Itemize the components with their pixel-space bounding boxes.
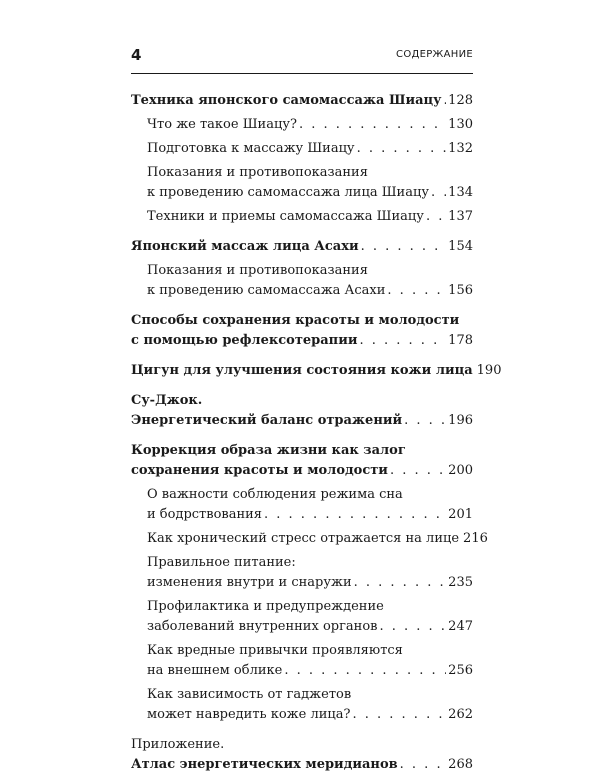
dot-leader xyxy=(357,139,447,159)
toc-page-number: 256 xyxy=(448,663,473,678)
toc-page-number: 190 xyxy=(476,363,502,378)
toc-entry xyxy=(131,391,473,431)
header-rule xyxy=(131,73,473,74)
toc-entry-line xyxy=(147,115,473,135)
toc-entry-line xyxy=(131,391,473,411)
toc-entry-title: к проведению самомассажа Асахи xyxy=(147,283,386,298)
toc-page-number: 200 xyxy=(448,463,473,478)
toc-entry-title: Правильное питание: xyxy=(147,555,296,570)
toc-page-number: 262 xyxy=(448,707,473,722)
toc-entry-title: Показания и противопоказания xyxy=(147,263,368,278)
toc-page-number: 201 xyxy=(448,507,473,522)
toc-entry-line xyxy=(131,735,473,755)
toc-entry-line xyxy=(147,139,473,159)
toc-entry-line xyxy=(147,685,473,705)
toc-page-number: 178 xyxy=(448,333,473,348)
toc-entry-line xyxy=(147,641,473,661)
toc-entry-line xyxy=(147,505,473,525)
toc-entry-title: Как вредные привычки проявляются xyxy=(147,643,403,658)
toc-page-number: 134 xyxy=(448,185,473,200)
toc-entry-title: к проведению самомассажа лица Шиацу xyxy=(147,185,429,200)
toc-entry xyxy=(131,685,473,725)
toc-entry-line xyxy=(147,163,473,183)
toc-spacer xyxy=(131,431,473,441)
toc-entry-line xyxy=(147,183,473,203)
running-head: СОДЕРЖАНИЕ xyxy=(396,49,473,60)
toc-spacer xyxy=(131,301,473,311)
toc-entry xyxy=(131,91,473,111)
toc-entry-line xyxy=(147,207,473,227)
dot-leader xyxy=(352,705,446,725)
dot-leader xyxy=(361,237,447,257)
toc-entry-title: Подготовка к массажу Шиацу xyxy=(147,141,355,156)
toc-entry-title: Японский массаж лица Асахи xyxy=(131,239,359,254)
toc-entry-title: Атлас энергетических меридианов xyxy=(131,757,398,772)
dot-leader xyxy=(404,411,446,431)
toc-entry-line xyxy=(147,553,473,573)
toc-page-number: 156 xyxy=(448,283,473,298)
dot-leader xyxy=(426,207,446,227)
toc-entry-line xyxy=(147,573,473,593)
toc-page-number: 247 xyxy=(448,619,473,634)
toc-entry-title: Способы сохранения красоты и молодости xyxy=(131,313,460,328)
toc-entry-line xyxy=(147,261,473,281)
toc-entry xyxy=(131,139,473,159)
toc-entry-title: и бодрствования xyxy=(147,507,262,522)
toc-entry-line xyxy=(131,311,473,331)
toc-entry-line xyxy=(131,361,502,381)
toc-entry-title: с помощью рефлексотерапии xyxy=(131,333,358,348)
toc-spacer xyxy=(131,725,473,735)
toc-entry-title: на внешнем облике xyxy=(147,663,283,678)
toc-entry-title: Цигун для улучшения состояния кожи лица xyxy=(131,363,473,378)
dot-leader xyxy=(299,115,446,135)
toc-entry-line xyxy=(131,91,473,111)
toc-entry xyxy=(131,641,473,681)
toc-entry-title: Что же такое Шиацу? xyxy=(147,117,297,132)
toc-entry-title: Энергетический баланс отражений xyxy=(131,413,403,428)
dot-leader xyxy=(354,573,447,593)
toc-page-number: 216 xyxy=(463,531,488,546)
page-number: 4 xyxy=(131,46,142,64)
toc-entry xyxy=(131,735,473,775)
toc-page-number: 196 xyxy=(448,413,473,428)
dot-leader xyxy=(264,505,446,525)
toc-entry xyxy=(131,597,473,637)
toc-entry-line xyxy=(131,237,473,257)
toc-entry xyxy=(131,163,473,203)
toc-entry-title: Профилактика и предупреждение xyxy=(147,599,384,614)
toc-entry-title: Техника японского самомассажа Шиацу xyxy=(131,93,442,108)
toc-page-number: 154 xyxy=(448,239,473,254)
toc-spacer xyxy=(131,381,473,391)
toc-entry xyxy=(131,441,473,481)
toc-entry-title: Как хронический стресс отражается на лице xyxy=(147,531,460,546)
toc-entry xyxy=(131,485,473,525)
toc-page-number: 130 xyxy=(448,117,473,132)
page-header xyxy=(131,46,473,68)
toc-entry-line xyxy=(131,441,473,461)
toc-page-number: 268 xyxy=(448,757,473,772)
toc-entry-line xyxy=(147,597,473,617)
toc-page-number: 235 xyxy=(448,575,473,590)
dot-leader xyxy=(387,281,446,301)
toc-entry-line xyxy=(131,411,473,431)
dot-leader xyxy=(390,461,446,481)
toc-entry-line xyxy=(147,617,473,637)
toc-page-number: 137 xyxy=(448,209,473,224)
dot-leader xyxy=(400,755,447,775)
toc-entry xyxy=(131,311,473,351)
toc-entry-line xyxy=(147,485,473,505)
toc-entry xyxy=(131,237,473,257)
toc-entry-line xyxy=(147,529,488,549)
toc-page-number: 132 xyxy=(448,141,473,156)
toc-entry xyxy=(131,361,502,381)
toc-entry-title: О важности соблюдения режима сна xyxy=(147,487,403,502)
toc-entry-title: может навредить коже лица? xyxy=(147,707,351,722)
toc-entry-title: сохранения красоты и молодости xyxy=(131,463,388,478)
toc-entry-title: Техники и приемы самомассажа Шиацу xyxy=(147,209,424,224)
toc-spacer xyxy=(131,351,473,361)
toc-entry xyxy=(131,207,473,227)
toc-entry xyxy=(131,261,473,301)
toc-entry-line xyxy=(131,755,473,775)
toc-entry-line xyxy=(147,705,473,725)
toc-entry-line xyxy=(147,281,473,301)
toc-entry xyxy=(131,553,473,593)
dot-leader xyxy=(359,331,446,351)
toc-spacer xyxy=(131,227,473,237)
toc-entry-title: изменения внутри и снаружи xyxy=(147,575,352,590)
toc-entry-title: Су-Джок. xyxy=(131,393,203,408)
toc-entry-line xyxy=(131,461,473,481)
toc-entry xyxy=(131,529,488,549)
toc-entry-title: Коррекция образа жизни как залог xyxy=(131,443,406,458)
toc-page-number: 128 xyxy=(448,93,473,108)
toc-entry-title: Как зависимость от гаджетов xyxy=(147,687,352,702)
dot-leader xyxy=(379,617,446,637)
toc-entry-line xyxy=(131,331,473,351)
dot-leader xyxy=(284,661,446,681)
dot-leader xyxy=(431,183,446,203)
toc-entry-title: Приложение. xyxy=(131,737,225,752)
dot-leader xyxy=(443,91,446,111)
table-of-contents xyxy=(131,91,502,775)
toc-entry-title: Показания и противопоказания xyxy=(147,165,368,180)
toc-entry xyxy=(131,115,473,135)
toc-entry-line xyxy=(147,661,473,681)
toc-entry-title: заболеваний внутренних органов xyxy=(147,619,378,634)
